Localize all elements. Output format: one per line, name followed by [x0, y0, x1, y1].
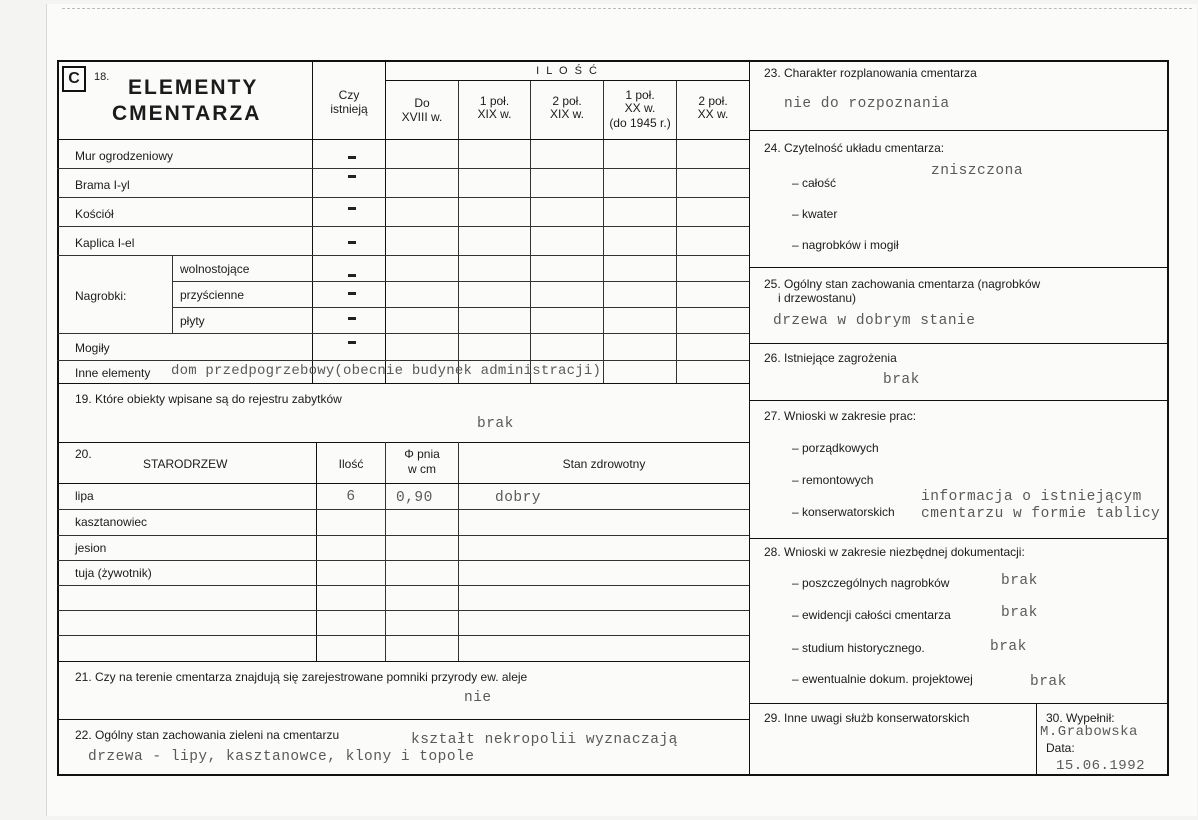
row-kosciol-label: Kościół — [75, 207, 114, 221]
s23-label: 23. Charakter rozplanowania cmentarza — [764, 66, 977, 80]
exists-dash-brama — [348, 175, 356, 178]
exists-dash-przyscienne — [348, 292, 356, 295]
s30-label: 30. Wypełnił: — [1046, 711, 1115, 725]
exists-dash-wolnostojace — [348, 274, 356, 277]
s20-row-line-1 — [57, 509, 749, 510]
s27-item-remontowych: – remontowych — [792, 473, 874, 487]
col-line-q2 — [530, 80, 531, 383]
s24-value: zniszczona — [931, 163, 1024, 179]
s28-value-studium: brak — [990, 639, 1027, 655]
s27-value-line1: informacja o istniejącym — [921, 489, 1142, 505]
exists-dash-mur — [348, 156, 356, 159]
row-line-2 — [57, 197, 749, 198]
s27-item-porzadkowych: – porządkowych — [792, 441, 879, 455]
s26-label: 26. Istniejące zagrożenia — [764, 351, 897, 365]
s28-bottom — [749, 703, 1169, 704]
s22-value-line1: kształt nekropolii wyznaczają — [411, 732, 678, 748]
exists-dash-kosciol — [348, 207, 356, 210]
s20-header-bottom — [57, 483, 749, 484]
s24-item-nagrobkow: – nagrobków i mogił — [792, 238, 899, 252]
s20-title: STARODRZEW — [143, 457, 228, 471]
s24-label: 24. Czytelność układu cmentarza: — [764, 141, 945, 155]
row-line-5 — [172, 281, 749, 282]
qty-col-4-l1: 1 poł. — [625, 88, 655, 102]
s26-bottom — [749, 400, 1169, 401]
s25-value: drzewa w dobrym stanie — [773, 313, 976, 329]
s24-bottom — [749, 267, 1169, 268]
s21-label: 21. Czy na terenie cmentarza znajdują się zarejestrowane pomniki przyrody ew. aleje — [75, 670, 528, 684]
s22-label: 22. Ogólny stan zachowania zieleni na cmentarzu — [75, 728, 340, 742]
row-przyscienne-label: przyścienne — [180, 288, 245, 302]
s30-name: M.Grabowska — [1040, 724, 1138, 740]
s30-date-label: Data: — [1046, 741, 1075, 755]
s20-row-line-3 — [57, 560, 749, 561]
col-line-q1 — [458, 80, 459, 383]
qty-col-1-l1: Do — [414, 96, 430, 110]
row-line-1 — [57, 168, 749, 169]
s29-label: 29. Inne uwagi służb konserwatorskich — [764, 711, 970, 725]
row-nagrobki-label: Nagrobki: — [75, 289, 127, 303]
s21-bottom — [57, 719, 749, 720]
s25-label-line1: 25. Ogólny stan zachowania cmentarza (nagrobków — [764, 277, 1041, 291]
s19-value: brak — [477, 416, 514, 432]
row-mur-label: Mur ogrodzeniowy — [75, 149, 174, 163]
qty-col-4-l3: (do 1945 r.) — [609, 116, 671, 130]
s21-value: nie — [464, 690, 492, 706]
row-kaplica-label: Kaplica I-el — [75, 236, 135, 250]
s29-s30-divider — [1036, 703, 1037, 776]
s24-item-calosc: – całość — [792, 176, 837, 190]
col-line-nagrobki — [172, 255, 173, 333]
s20-col-qty — [316, 442, 317, 661]
tree-name-kasztanowiec: kasztanowiec — [75, 515, 148, 529]
col-exists-line2: istnieją — [330, 102, 368, 116]
s20-col-health-label: Stan zdrowotny — [562, 457, 646, 471]
qty-col-3-l1: 2 poł. — [552, 94, 582, 108]
tree-qty-lipa: 6 — [346, 489, 356, 505]
s24-item-kwater: – kwater — [792, 207, 838, 221]
s20-row-line-5 — [57, 610, 749, 611]
qty-col-3-l2: XIX w. — [549, 107, 584, 121]
exists-dash-kaplica — [348, 241, 356, 244]
row-line-7 — [57, 333, 749, 334]
s30-date: 15.06.1992 — [1056, 758, 1146, 774]
s28-value-nagrobkow: brak — [1001, 573, 1038, 589]
qty-col-1-l2: XVIII w. — [401, 110, 443, 124]
main-divider — [749, 60, 750, 776]
row-mogily-label: Mogiły — [75, 341, 110, 355]
s20-row-line-2 — [57, 535, 749, 536]
col-exists-line1: Czy — [338, 88, 360, 102]
s28-item-studium: – studium historycznego. — [792, 641, 925, 655]
s27-value-line2: cmentarzu w formie tablicy — [921, 506, 1161, 522]
s25-label-line2: i drzewostanu) — [778, 291, 857, 305]
s27-item-konserwatorskich: – konserwatorskich — [792, 505, 895, 519]
qty-header: I L O Ś Ć — [536, 65, 599, 77]
tree-name-jesion: jesion — [75, 541, 107, 555]
qty-header-line — [385, 80, 749, 81]
row-line-8 — [57, 360, 749, 361]
s26-value: brak — [883, 372, 920, 388]
row-wolnostojace-label: wolnostojące — [180, 262, 250, 276]
s28-item-nagrobkow: – poszczególnych nagrobków — [792, 576, 950, 590]
s18-number: 18. — [94, 71, 110, 83]
tree-diam-lipa: 0,90 — [396, 490, 433, 506]
qty-col-4-l2: XX w. — [624, 101, 656, 115]
s20-col-diam-label-2: w cm — [408, 462, 436, 476]
s28-item-projektowej: – ewentualnie dokum. projektowej — [792, 672, 973, 686]
s23-bottom — [749, 130, 1169, 131]
s20-row-line-4 — [57, 585, 749, 586]
exists-dash-plyty — [348, 317, 356, 320]
s19-label: 19. Które obiekty wpisane są do rejestru zabytków — [75, 392, 342, 406]
s20-row-line-6 — [57, 635, 749, 636]
section-letter-box: C — [62, 66, 86, 92]
row-inne-value: dom przedpogrzebowy(obecnie budynek administracji) — [171, 363, 602, 379]
s18-title-line2: CMENTARZA — [112, 102, 262, 125]
s19-bottom — [57, 442, 749, 443]
s20-col-qty-label: Ilość — [338, 457, 364, 471]
s18-title-line1: ELEMENTY — [128, 76, 259, 99]
s28-label: 28. Wnioski w zakresie niezbędnej dokumentacji: — [764, 545, 1025, 559]
perforation-line — [62, 8, 1192, 9]
row-brama-label: Brama I-yl — [75, 178, 130, 192]
s22-value-line2: drzewa - lipy, kasztanowce, klony i topole — [88, 749, 475, 765]
row-line-3 — [57, 226, 749, 227]
exists-dash-mogily — [348, 341, 356, 344]
s27-bottom — [749, 538, 1169, 539]
row-plyty-label: płyty — [180, 314, 205, 328]
s28-item-ewidencji: – ewidencji całości cmentarza — [792, 608, 951, 622]
s20-col-health — [458, 442, 459, 661]
qty-col-5-l2: XX w. — [697, 107, 729, 121]
qty-col-5-l1: 2 poł. — [698, 94, 728, 108]
tree-health-lipa: dobry — [495, 490, 542, 506]
s18-header-bottom — [57, 139, 749, 140]
s20-col-diam-label-1: Φ pnia — [404, 447, 440, 461]
tree-name-tuja: tuja (żywotnik) — [75, 566, 152, 580]
s25-bottom — [749, 343, 1169, 344]
s28-value-ewidencji: brak — [1001, 605, 1038, 621]
s28-value-projektowej: brak — [1030, 674, 1067, 690]
qty-col-2-l2: XIX w. — [477, 107, 512, 121]
s27-label: 27. Wnioski w zakresie prac: — [764, 409, 917, 423]
row-line-4 — [57, 255, 749, 256]
s20-number: 20. — [75, 447, 92, 461]
qty-col-2-l1: 1 poł. — [479, 94, 510, 108]
s23-value: nie do rozpoznania — [784, 96, 950, 112]
tree-name-lipa: lipa — [75, 489, 94, 503]
row-inne-label: Inne elementy — [75, 366, 151, 380]
s18-bottom — [57, 383, 749, 384]
row-line-6 — [172, 307, 749, 308]
s20-bottom — [57, 661, 749, 662]
